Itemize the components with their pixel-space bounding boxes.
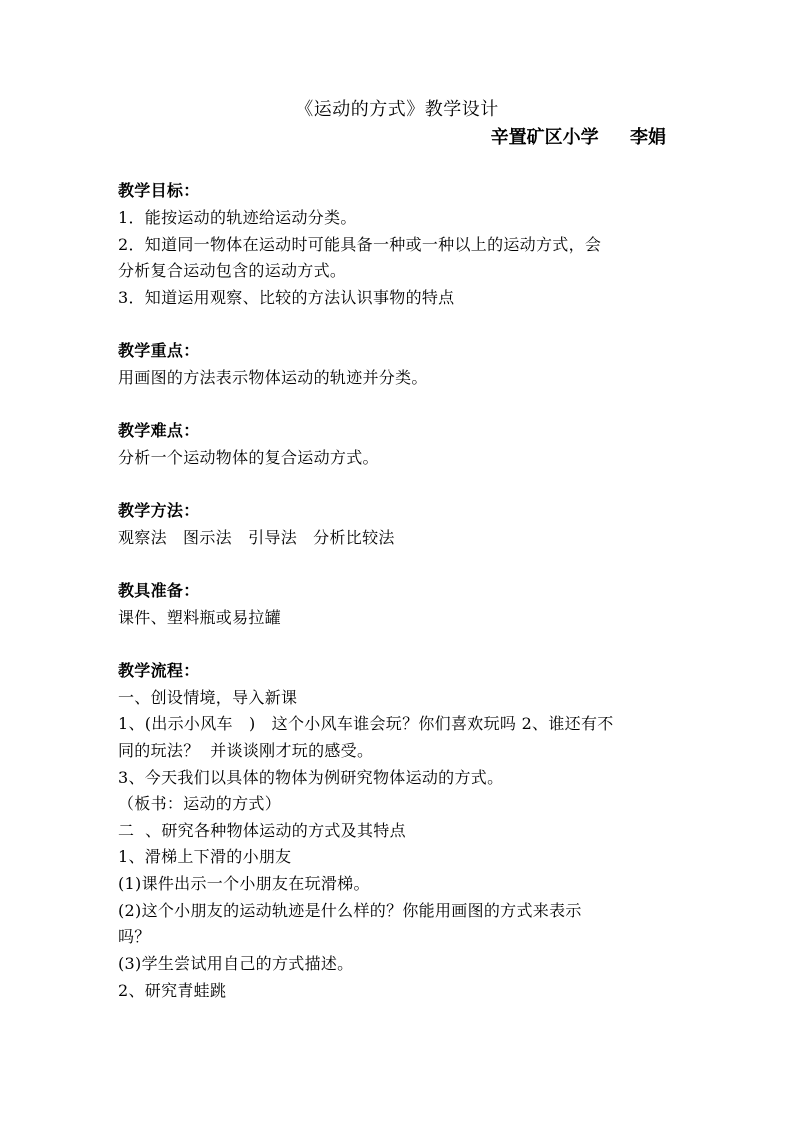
document-author: 辛置矿区小学 李娟 [490,127,666,148]
text-line: 1、滑梯上下滑的小朋友 [118,847,292,866]
text-line: 2、研究青蛙跳 [118,981,227,1000]
text-line: 二 、研究各种物体运动的方式及其特点 [118,821,406,840]
heading-materials: 教具准备： [118,581,200,600]
text-line: （板书：运动的方式） [118,794,282,813]
text-line: 观察法 图示法 引导法 分析比较法 [118,528,395,547]
heading-difficulties: 教学难点： [118,421,200,440]
text-line: (3)学生尝试用自己的方式描述。 [118,954,354,973]
text-line: 一、创设情境，导入新课 [118,688,298,707]
text-line: 吗？ [118,927,151,946]
heading-key-points: 教学重点： [118,341,200,360]
text-line: 3．知道运用观察、比较的方法认识事物的特点 [118,288,455,307]
text-line: 3、今天我们以具体的物体为例研究物体运动的方式。 [118,768,504,787]
text-line: (1)课件出示一个小朋友在玩滑梯。 [118,874,370,893]
heading-procedure: 教学流程： [118,661,200,680]
text-line: 同的玩法？ 并谈谈刚才玩的感受。 [118,741,374,760]
document-title: 《运动的方式》教学设计 [295,99,499,120]
text-line: 课件、塑料瓶或易拉罐 [118,608,282,627]
text-line: 1、(出示小风车 ) 这个小风车谁会玩？你们喜欢玩吗 2、谁还有不 [118,714,614,733]
text-line: 分析一个运动物体的复合运动方式。 [118,448,379,467]
heading-objectives: 教学目标： [118,181,200,200]
text-line: 1．能按运动的轨迹给运动分类。 [118,208,357,227]
heading-methods: 教学方法： [118,501,200,520]
text-line: 2．知道同一物体在运动时可能具备一种或一种以上的运动方式，会 [118,235,602,254]
text-line: 分析复合运动包含的运动方式。 [118,261,347,280]
text-line: 用画图的方法表示物体运动的轨迹并分类。 [118,368,428,387]
text-line: (2)这个小朋友的运动轨迹是什么样的？你能用画图的方式来表示 [118,901,582,920]
